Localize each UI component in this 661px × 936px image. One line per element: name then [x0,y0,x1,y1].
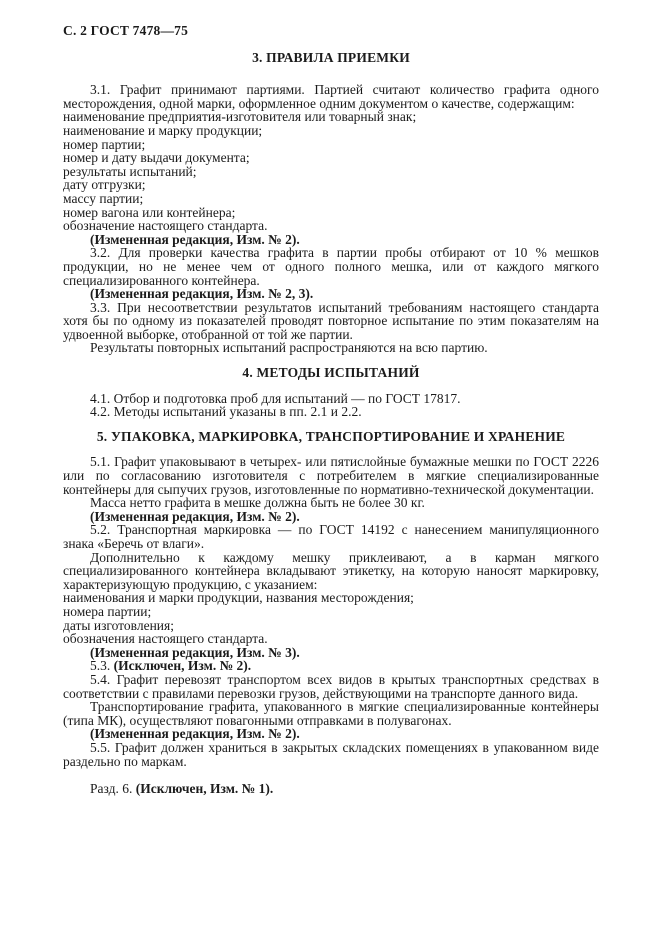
page-header: С. 2 ГОСТ 7478—75 [63,23,189,38]
list-item: обозначения настоящего стандарта. [63,631,268,647]
amendment-note: (Измененная редакция, Изм. № 2). [90,508,300,524]
list-item: наименование и марку продукции; [63,122,263,138]
closing-excluded-text: (Исключен, Изм. № 1). [135,781,274,797]
closing-prefix: Разд. 6. [90,781,136,797]
amendment-note: (Измененная редакция, Изм. № 3). [90,644,300,660]
paragraph: 4.1. Отбор и подготовка проб для испытаний — по ГОСТ 17817. [90,390,461,406]
paragraph: 5.1. Графит упаковывают в четырех- или пятислойные бумажные мешки по ГОСТ 2226 или по согласованию изготовителя с потребителем в мягкие специализированные контейнеры для сыпучих грузов, изготовленные по нормативно-технической документации. [63,454,599,497]
amendment-note: (Измененная редакция, Изм. № 2). [90,726,300,742]
list-item: номер партии; [63,136,146,152]
paragraph: 5.4. Графит перевозят транспортом всех видов в крытых транспортных средствах в соответствии с правилами перевозки грузов, действующими на транспорте данного вида. [63,671,599,701]
section-heading: 4. МЕТОДЫ ИСПЫТАНИЙ [242,365,420,381]
document-section [63,51,599,355]
clause-number: 5.3. [90,658,114,674]
document-section [63,430,599,768]
paragraph: Дополнительно к каждому мешку приклеивают, а в карман мягкого специализированного контейнера вкладывают этикетку, на которую наносят маркировку, характеризующую продукцию, с указанием: [63,549,599,592]
list-item: наименования и марки продукции, названия месторождения; [63,590,414,606]
list-item: результаты испытаний; [63,163,197,179]
paragraph: 3.3. При несоответствии результатов испытаний требованиям настоящего стандарта хотя бы по одному из показателей проводят повторное испытание по этим показателям на удвоенной выборке, отобранной от той же партии. [63,299,599,342]
paragraph: 5.5. Графит должен храниться в закрытых складских помещениях в упакованном виде раздельно по маркам. [63,739,599,769]
paragraph: 4.2. Методы испытаний указаны в пп. 2.1 и 2.2. [90,404,362,420]
list-item: даты изготовления; [63,617,174,633]
paragraph: 3.2. Для проверки качества графита в партии пробы отбирают от 10 % мешков продукции, но не менее чем от одного полного мешка, или от каждого мягкого специализированного контейнера. [63,245,599,288]
closing-note [63,782,599,796]
list-item: наименование предприятия-изготовителя или товарный знак; [63,109,417,125]
list-item: номер и дату выдачи документа; [63,150,250,166]
excluded-text: (Исключен, Изм. № 2). [113,658,252,674]
document-sections [63,51,599,769]
paragraph: Масса нетто графита в мешке должна быть не более 30 кг. [90,495,425,511]
document-section [63,366,599,419]
list-item: номера партии; [63,603,152,619]
paragraph: 3.1. Графит принимают партиями. Партией считают количество графита одного месторождения, одной марки, оформленное одним документом о качестве, содержащим: [63,82,599,111]
section-heading: 5. УПАКОВКА, МАРКИРОВКА, ТРАНСПОРТИРОВАНИЕ И ХРАНЕНИЕ [96,428,566,444]
paragraph: Транспортирование графита, упакованного в мягкие специализированные контейнеры (типа МК), осуществляют повагонными отправками в полувагонах. [63,699,599,728]
list-item: массу партии; [63,190,144,206]
list-item: обозначение настоящего стандарта. [63,218,268,234]
amendment-note: (Измененная редакция, Изм. № 2, 3). [90,286,314,302]
excluded-clause [63,659,599,673]
paragraph: Результаты повторных испытаний распространяются на всю партию. [90,340,488,356]
paragraph: 5.2. Транспортная маркировка — по ГОСТ 14192 с нанесением манипуляционного знака «Беречь от влаги». [63,522,599,551]
amendment-note: (Измененная редакция, Изм. № 2). [90,231,300,247]
section-heading: 3. ПРАВИЛА ПРИЕМКИ [252,49,410,65]
list-item: номер вагона или контейнера; [63,204,236,220]
list-item: дату отгрузки; [63,177,146,193]
